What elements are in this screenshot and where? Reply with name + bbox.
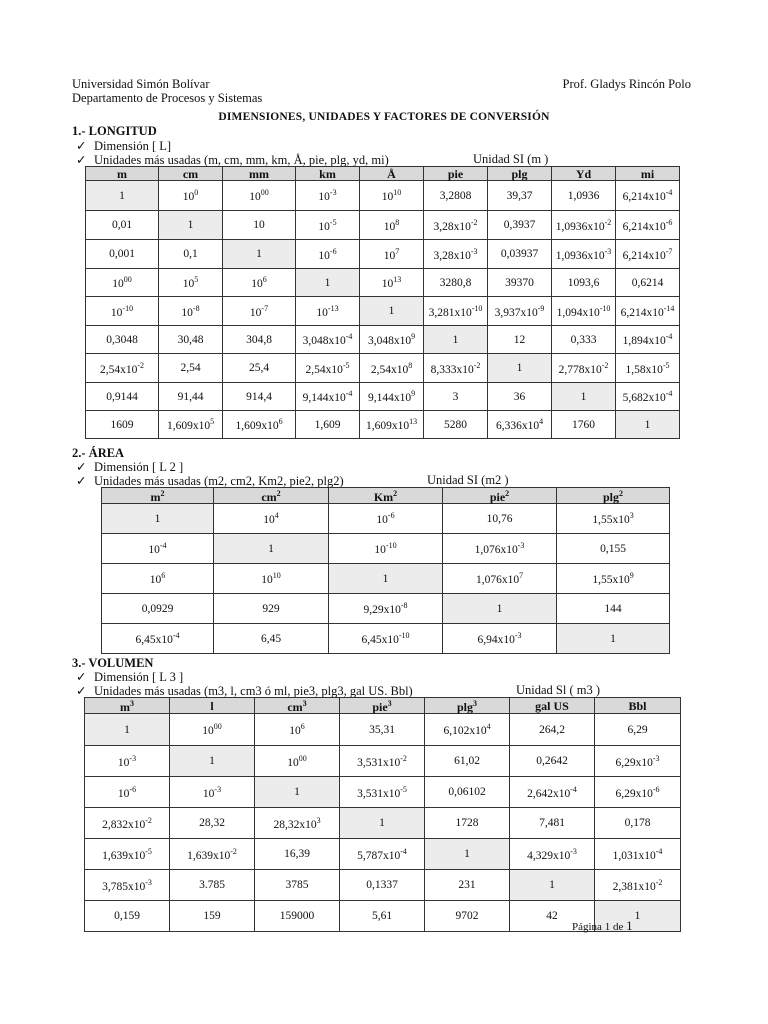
table-header-row [85,698,681,714]
university-name: Universidad Simón Bolívar [72,77,210,91]
table-row [86,211,680,240]
table-cell: $10^{-4}$ [102,534,214,564]
column-header: l [170,698,255,714]
table-cell: 1 [424,326,488,354]
column-header: plg [488,167,552,181]
table-cell: $10^{-13}$ [296,297,360,326]
table-cell: $6,45x10^{-4}$ [102,624,214,654]
conversion-table-volumen [84,697,681,932]
table-cell: 1 [557,624,670,654]
table-cell: $10^{-3}$ [85,746,170,777]
table-cell: $6,94x10^{-3}$ [443,624,557,654]
table-cell: $10^{13}$ [360,269,424,297]
column-header: $m^3$ [85,698,170,714]
table-cell: 0,1337 [340,870,425,901]
table-cell: $10^{00}$ [223,181,296,211]
table-row [102,534,670,564]
dimension-text: Dimensión [ L 3 ] [94,670,184,684]
table-cell: 1 [510,870,595,901]
table-cell: $2,642x10^{-4}$ [510,777,595,808]
table-cell: 0,333 [552,326,616,354]
table-row [85,777,681,808]
table-cell: 61,02 [425,746,510,777]
column-header: mm [223,167,296,181]
table-cell: 12 [488,326,552,354]
table-cell: $9,144x10^{-4}$ [296,383,360,411]
table-cell: 3,2808 [424,181,488,211]
table-cell: 6,45 [214,624,329,654]
table-cell: 1 [443,594,557,624]
table-cell: 0,159 [85,901,170,932]
table-cell: 0,01 [86,211,159,240]
table-cell: 9702 [425,901,510,932]
table-row [86,269,680,297]
table-cell: 0,06102 [425,777,510,808]
table-cell: 7,481 [510,808,595,839]
column-header: pie [424,167,488,181]
table-cell: $1,076x10^7$ [443,564,557,594]
table-cell: 5,61 [340,901,425,932]
table-cell: $3,048x10^9$ [360,326,424,354]
table-row [86,354,680,383]
page-number-total: 1 [626,918,633,933]
table-cell: $3,531x10^{-5}$ [340,777,425,808]
column-header: Yd [552,167,616,181]
column-header: km [296,167,360,181]
table-cell: 1 [86,181,159,211]
table-cell: $3,937x10^{-9}$ [488,297,552,326]
table-cell: 1,609 [296,411,360,439]
table-header-row [102,488,670,504]
table-cell: $1,031x10^{-4}$ [595,839,681,870]
table-cell: 10 [223,211,296,240]
table-row [85,808,681,839]
table-cell: $6,214x10^{-4}$ [616,181,680,211]
department-name: Departamento de Procesos y Sistemas [72,91,263,105]
table-cell: $10^5$ [159,269,223,297]
document-title: DIMENSIONES, UNIDADES Y FACTORES DE CONVERSIÓN [218,111,550,123]
check-icon: ✓ [76,474,87,488]
table-cell: $10^{-6}$ [329,504,443,534]
table-cell: 0,178 [595,808,681,839]
column-header: plg$^3$ [425,698,510,714]
table-cell: 304,8 [223,326,296,354]
table-cell: $10^{-6}$ [296,240,360,269]
table-row [102,594,670,624]
table-cell: 914,4 [223,383,296,411]
table-cell: $1,58x10^{-5}$ [616,354,680,383]
column-header: plg$^2$ [557,488,670,504]
table-cell: 1760 [552,411,616,439]
table-cell: $1,639x10^{-2}$ [170,839,255,870]
table-cell: $10^7$ [360,240,424,269]
table-cell: 28,32 [170,808,255,839]
table-cell: $6,29x10^{-6}$ [595,777,681,808]
table-cell: 3 [424,383,488,411]
table-cell: $1,609x10^{13}$ [360,411,424,439]
table-cell: $1,076x10^{-3}$ [443,534,557,564]
table-cell: $5,682x10^{-4}$ [616,383,680,411]
column-header: $cm^2$ [214,488,329,504]
table-cell: 0,3937 [488,211,552,240]
table-row [102,504,670,534]
table-cell: $1,609x10^6$ [223,411,296,439]
table-cell: 159000 [255,901,340,932]
table-cell: 1 [296,269,360,297]
table-cell: $6,336x10^4$ [488,411,552,439]
table-cell: 1 [340,808,425,839]
column-header: pie$^2$ [443,488,557,504]
table-cell: 0,3048 [86,326,159,354]
table-cell: 0,155 [557,534,670,564]
table-cell: $4,329x10^{-3}$ [510,839,595,870]
table-cell: $10^6$ [102,564,214,594]
table-cell: $6,214x10^{-7}$ [616,240,680,269]
column-header: Km$^2$ [329,488,443,504]
table-cell: 1 [595,901,681,932]
table-cell: $6,29x10^{-3}$ [595,746,681,777]
check-icon: ✓ [76,460,87,474]
table-cell: 1 [425,839,510,870]
professor-name: Prof. Gladys Rincón Polo [562,77,691,91]
table-cell: $5,787x10^{-4}$ [340,839,425,870]
table-cell: $8,333x10^{-2}$ [424,354,488,383]
table-header-row [86,167,680,181]
table-cell: 0,1 [159,240,223,269]
table-cell: $10^{-10}$ [329,534,443,564]
table-cell: 30,48 [159,326,223,354]
table-cell: 0,6214 [616,269,680,297]
table-row [86,383,680,411]
table-cell: $1,0936x10^{-3}$ [552,240,616,269]
table-cell: $1,094x10^{-10}$ [552,297,616,326]
column-header: Å [360,167,424,181]
table-cell: 1,0936 [552,181,616,211]
table-cell: 144 [557,594,670,624]
table-row [86,297,680,326]
table-cell: 0,9144 [86,383,159,411]
table-cell: 1 [102,504,214,534]
table-cell: 1 [214,534,329,564]
table-cell: 1 [170,746,255,777]
table-cell: 36 [488,383,552,411]
table-cell: 39370 [488,269,552,297]
table-cell: 1 [85,714,170,746]
table-cell: 1609 [86,411,159,439]
table-cell: $3,28x10^{-3}$ [424,240,488,269]
table-row [86,240,680,269]
table-cell: $10^{-8}$ [159,297,223,326]
table-cell: $10^6$ [255,714,340,746]
table-cell: 0,2642 [510,746,595,777]
table-cell: 1 [616,411,680,439]
dimension-text: Dimensión [ L] [94,139,172,153]
table-cell: $1,55x10^9$ [557,564,670,594]
table-cell: 3785 [255,870,340,901]
table-cell: $28,32x10^3$ [255,808,340,839]
si-unit-longitud: Unidad SI (m ) [473,152,549,166]
table-cell: 3.785 [170,870,255,901]
table-cell: 1093,6 [552,269,616,297]
dimension-text: Dimensión [ L 2 ] [94,460,184,474]
page-number-prefix: Página 1 de [572,921,624,933]
table-cell: $2,54x10^{-2}$ [86,354,159,383]
column-header: pie$^3$ [340,698,425,714]
table-cell: 6,29 [595,714,681,746]
si-unit-area: Unidad SI (m2 ) [427,473,509,487]
table-row [85,870,681,901]
table-cell: $1,639x10^{-5}$ [85,839,170,870]
check-icon: ✓ [76,670,87,684]
table-cell: $6,102x10^4$ [425,714,510,746]
check-icon: ✓ [76,153,87,167]
table-cell: $2,381x10^{-2}$ [595,870,681,901]
table-cell: $3,281x10^{-10}$ [424,297,488,326]
table-cell: 1 [360,297,424,326]
table-cell: 5280 [424,411,488,439]
table-cell: 25,4 [223,354,296,383]
table-cell: $10^8$ [360,211,424,240]
table-cell: 35,31 [340,714,425,746]
table-cell: $1,609x10^5$ [159,411,223,439]
table-cell: 231 [425,870,510,901]
table-cell: 1728 [425,808,510,839]
table-row [102,624,670,654]
table-cell: $2,54x10^8$ [360,354,424,383]
table-cell: $2,832x10^{-2}$ [85,808,170,839]
table-cell: 0,03937 [488,240,552,269]
table-cell: $9,29x10^{-8}$ [329,594,443,624]
table-cell: $3,048x10^{-4}$ [296,326,360,354]
table-cell: 3280,8 [424,269,488,297]
table-cell: $3,28x10^{-2}$ [424,211,488,240]
table-cell: $10^{00}$ [86,269,159,297]
table-cell: 159 [170,901,255,932]
table-cell: $2,54x10^{-5}$ [296,354,360,383]
column-header: $m^2$ [102,488,214,504]
table-cell: $10^{-5}$ [296,211,360,240]
conversion-table-longitud [85,166,680,439]
section-title-area: 2.- ÁREA [72,446,125,460]
table-row [86,326,680,354]
section-title-volumen: 3.- VOLUMEN [72,656,154,670]
table-cell: $1,55x10^3$ [557,504,670,534]
table-cell: 16,39 [255,839,340,870]
table-row [85,714,681,746]
table-row [86,181,680,211]
table-cell: 42 [510,901,595,932]
table-cell: $6,214x10^{-6}$ [616,211,680,240]
table-cell: 1 [159,211,223,240]
table-cell: 1 [329,564,443,594]
column-header: $cm^3$ [255,698,340,714]
table-cell: 0,0929 [102,594,214,624]
table-cell: $3,785x10^{-3}$ [85,870,170,901]
table-cell: $10^6$ [223,269,296,297]
units-text: Unidades más usadas (m2, cm2, Km2, pie2, plg2) [94,474,344,488]
table-cell: $10^4$ [214,504,329,534]
table-cell: 39,37 [488,181,552,211]
table-cell: $1,0936x10^{-2}$ [552,211,616,240]
table-cell: 0,001 [86,240,159,269]
section-title-longitud: 1.- LONGITUD [72,124,157,138]
table-cell: 264,2 [510,714,595,746]
check-icon: ✓ [76,684,87,698]
table-row [86,411,680,439]
table-cell: $3,531x10^{-2}$ [340,746,425,777]
table-cell: $1,894x10^{-4}$ [616,326,680,354]
table-row [102,564,670,594]
table-cell: $10^{-3}$ [170,777,255,808]
column-header: cm [159,167,223,181]
table-cell: $10^{-7}$ [223,297,296,326]
si-unit-volumen: Unidad Sl ( m3 ) [516,683,601,697]
check-icon: ✓ [76,139,87,153]
page-footer [572,918,633,934]
table-cell: $10^{-10}$ [86,297,159,326]
table-row [85,746,681,777]
table-cell: $9,144x10^9$ [360,383,424,411]
table-cell: 1 [255,777,340,808]
table-cell: $10^{10}$ [360,181,424,211]
table-cell: 2,54 [159,354,223,383]
table-cell: $2,778x10^{-2}$ [552,354,616,383]
table-cell: 929 [214,594,329,624]
table-cell: 1 [552,383,616,411]
column-header: Bbl [595,698,681,714]
units-text: Unidades más usadas (m3, l, cm3 ó ml, pie3, plg3, gal US. Bbl) [94,684,413,698]
table-cell: 1 [488,354,552,383]
table-cell: 10,76 [443,504,557,534]
table-cell: $10^{10}$ [214,564,329,594]
table-cell: $10^{-6}$ [85,777,170,808]
table-cell: $10^{-3}$ [296,181,360,211]
table-cell: $6,45x10^{-10}$ [329,624,443,654]
column-header: m [86,167,159,181]
conversion-table-area [101,487,670,654]
table-row [85,839,681,870]
table-cell: $10^0$ [159,181,223,211]
units-text: Unidades más usadas (m, cm, mm, km, Å, pie, plg, yd, mi) [94,153,389,167]
column-header: gal US [510,698,595,714]
table-cell: $6,214x10^{-14}$ [616,297,680,326]
table-cell: $10^{00}$ [255,746,340,777]
table-cell: $10^{00}$ [170,714,255,746]
table-cell: 91,44 [159,383,223,411]
column-header: mi [616,167,680,181]
table-cell: 1 [223,240,296,269]
